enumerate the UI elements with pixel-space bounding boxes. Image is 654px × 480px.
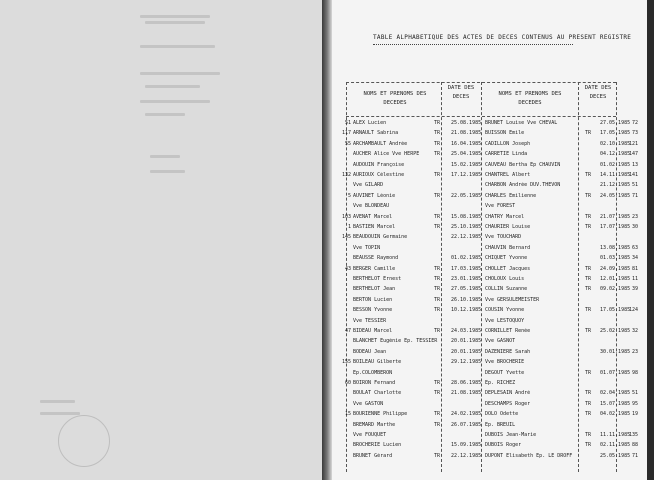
- deceased-name-right: CHAURIER Louise: [485, 224, 531, 230]
- header-date-left: DATE DES DECES: [447, 85, 475, 100]
- entry-number-right: 124: [628, 307, 638, 314]
- entry-number-left: 43: [344, 265, 351, 272]
- deceased-name-left: BOIRON Fernand: [353, 380, 396, 386]
- entry-number-left: 132: [341, 172, 351, 178]
- header-names-left: NOMS ET PRENOMS DES DECEDES: [363, 91, 427, 106]
- entry-number-right: 23: [631, 213, 638, 220]
- entry-number-right: 147: [628, 151, 638, 158]
- death-date-left: 15.02.1985: [451, 161, 482, 168]
- transcription-mark-right: TR: [585, 400, 592, 407]
- transcription-mark-right: TR: [585, 265, 592, 272]
- deceased-name-left: BODEAU Jean: [353, 348, 387, 355]
- death-date-right: 25.05.1985: [600, 452, 631, 459]
- deceased-name-left: Vve FOUQUET: [353, 432, 387, 438]
- deceased-name-right: Vve GERSULEMEISTER: [485, 296, 540, 303]
- entry-number-right: 81: [631, 265, 638, 272]
- deceased-name-right: Vve LESTOQUOY: [485, 317, 525, 324]
- entry-number-left: 155: [341, 359, 351, 366]
- death-date-left: 26.07.1985: [451, 421, 482, 428]
- deceased-name-left: BASTIEN Marcel: [353, 224, 396, 230]
- transcription-mark-right: TR: [585, 224, 592, 230]
- death-date-left: 22.12.1985: [451, 234, 482, 241]
- entry-number-right: 71: [631, 452, 638, 459]
- transcription-mark-left: TR: [434, 296, 441, 303]
- transcription-mark-left: TR: [434, 130, 441, 137]
- deceased-name-left: Vve BLONDEAU: [353, 203, 390, 210]
- transcription-mark-left: TR: [434, 224, 441, 230]
- entry-number-left: 117: [341, 130, 351, 137]
- deceased-name-left: BIDEAU Marcel: [353, 328, 393, 334]
- entry-number-left: 103: [341, 213, 351, 220]
- death-date-left: 20.01.1985: [451, 348, 482, 355]
- transcription-mark-left: TR: [434, 120, 441, 126]
- entry-number-left: 145: [341, 234, 351, 241]
- transcription-mark-right: TR: [585, 369, 592, 376]
- death-date-left: 22.05.1985: [451, 192, 482, 199]
- deceased-name-left: ARCHAMBAULT Andrée: [353, 140, 408, 147]
- deceased-name-left: BEAUDOUIN Germaine: [353, 234, 408, 241]
- deceased-name-left: BESSON Yvonne: [353, 307, 393, 314]
- death-date-left: 17.03.1985: [451, 265, 482, 272]
- death-date-right: 04.12.1985: [600, 151, 631, 158]
- death-date-left: 17.12.1985: [451, 172, 482, 178]
- entry-number-right: 51: [631, 182, 638, 189]
- death-date-right: 13.08.1985: [600, 244, 631, 251]
- death-date-right: 21.07.1985: [600, 213, 631, 220]
- deceased-name-left: AVENAT Marcel: [353, 213, 393, 220]
- death-date-right: 17.07.1985: [600, 224, 631, 230]
- transcription-mark-left: TR: [434, 265, 441, 272]
- deceased-name-right: DESCHAMPS Roger: [485, 400, 531, 407]
- deceased-name-right: DUPONT Elisabeth Ep. LE DROFF: [485, 452, 573, 459]
- deceased-name-left: BEAUSSE Raymond: [353, 255, 399, 262]
- header-names-right: NOMS ET PRENOMS DES DECEDES: [498, 91, 562, 106]
- death-date-right: 09.02.1985: [600, 286, 631, 293]
- deceased-name-right: DEPLESAIN André: [485, 390, 531, 397]
- deceased-name-right: CHOLLET Jacques: [485, 265, 531, 272]
- transcription-mark-right: TR: [585, 432, 592, 438]
- deceased-name-right: CHOLOUX Louis: [485, 276, 525, 282]
- page-edge: [647, 0, 654, 480]
- transcription-mark-left: TR: [434, 380, 441, 386]
- death-date-right: 02.10.1985: [600, 140, 631, 147]
- transcription-mark-left: TR: [434, 328, 441, 334]
- deceased-name-right: CORNILLET Renée: [485, 328, 531, 334]
- deceased-name-right: DUBOIS Jean-Marie: [485, 432, 537, 438]
- deceased-name-right: CARRETIE Linda: [485, 151, 528, 158]
- deceased-name-left: BOULAT Charlotte: [353, 390, 402, 397]
- death-date-right: 21.12.1985: [600, 182, 631, 189]
- header-rule: [346, 82, 616, 83]
- death-date-right: 12.01.1985: [600, 276, 631, 282]
- death-date-right: 11.11.1985: [600, 432, 631, 438]
- transcription-mark-right: TR: [585, 286, 592, 293]
- transcription-mark-left: TR: [434, 172, 441, 178]
- deceased-name-right: Ep. BREUIL: [485, 421, 516, 428]
- death-date-left: 23.01.1985: [451, 276, 482, 282]
- deceased-name-right: BRUNET Louise Vve CHEVAL: [485, 120, 558, 126]
- death-date-right: 04.02.1985: [600, 411, 631, 418]
- deceased-name-left: Ep.COLOMBERON: [353, 369, 393, 376]
- death-date-left: 29.12.1985: [451, 359, 482, 366]
- deceased-name-right: CHARLES Emilienne: [485, 192, 537, 199]
- deceased-name-left: AUDOUIN Françoise: [353, 161, 405, 168]
- death-date-right: 30.01.1985: [600, 348, 631, 355]
- entry-number-right: 141: [628, 172, 638, 178]
- deceased-name-right: COUSIN Yvonne: [485, 307, 525, 314]
- entry-number-right: 72: [631, 120, 638, 126]
- death-date-left: 25.08.1985: [451, 120, 482, 126]
- death-date-left: 15.08.1985: [451, 213, 482, 220]
- transcription-mark-right: TR: [585, 442, 592, 449]
- death-date-left: 10.12.1985: [451, 307, 482, 314]
- death-date-right: 15.07.1985: [600, 400, 631, 407]
- deceased-name-left: AURIOUX Célestine: [353, 172, 405, 178]
- deceased-name-left: ALEX Lucien: [353, 120, 387, 126]
- deceased-name-right: BUISSON Emile: [485, 130, 525, 137]
- death-date-left: 16.04.1985: [451, 140, 482, 147]
- entry-number-right: 88: [631, 442, 638, 449]
- deceased-name-right: CHATRY Marcel: [485, 213, 525, 220]
- death-date-right: 24.05.1985: [600, 192, 631, 199]
- deceased-name-right: CHAUVIN Bernard: [485, 244, 531, 251]
- death-date-left: 21.08.1985: [451, 390, 482, 397]
- deceased-name-left: BERTHELOT Jean: [353, 286, 396, 293]
- transcription-mark-right: TR: [585, 192, 592, 199]
- deceased-name-left: AUCHER Alice Vve HERPE: [353, 151, 420, 158]
- transcription-mark-right: TR: [585, 130, 592, 137]
- entry-number-left: 51: [344, 120, 351, 126]
- deceased-name-right: CAUVEAU Bertha Ep CHAUVIN: [485, 161, 561, 168]
- deceased-name-left: Vve GILARD: [353, 182, 384, 189]
- entry-number-right: 11: [631, 276, 638, 282]
- deceased-name-right: Vve FOREST: [485, 203, 516, 210]
- death-date-right: 02.04.1985: [600, 390, 631, 397]
- entry-number-right: 121: [628, 140, 638, 147]
- deceased-name-right: DOLO Odette: [485, 411, 519, 418]
- title-underline: [373, 44, 573, 45]
- left-page: [0, 0, 322, 480]
- page-title: TABLE ALPHABETIQUE DES ACTES DE DECES CONTENUS AU PRESENT REGISTRE: [373, 34, 632, 41]
- entry-number-right: 30: [631, 224, 638, 230]
- deceased-name-left: Vve TOPIN: [353, 244, 381, 251]
- deceased-name-right: CHIQUET Yvonne: [485, 255, 528, 262]
- transcription-mark-left: TR: [434, 421, 441, 428]
- transcription-mark-right: TR: [585, 390, 592, 397]
- bleed-through-text: [40, 15, 300, 455]
- header-date-right: DATE DES DECES: [584, 85, 612, 100]
- deceased-name-left: BERTHELOT Ernest: [353, 276, 402, 282]
- deceased-name-left: BLANCHET Eugénie Ep. TESSIER: [353, 338, 438, 345]
- entry-number-right: 71: [631, 192, 638, 199]
- transcription-mark-right: TR: [585, 276, 592, 282]
- death-date-right: 27.05.1985: [600, 120, 631, 126]
- transcription-mark-right: TR: [585, 307, 592, 314]
- death-date-left: 27.05.1985: [451, 286, 482, 293]
- deceased-name-left: BREMARD Marthe: [353, 421, 396, 428]
- transcription-mark-right: TR: [585, 213, 592, 220]
- transcription-mark-left: TR: [434, 286, 441, 293]
- death-date-right: 17.05.1985: [600, 307, 631, 314]
- death-date-right: 25.02.1985: [600, 328, 631, 334]
- death-date-right: 14.11.1985: [600, 172, 631, 178]
- death-date-left: 15.09.1985: [451, 442, 482, 449]
- deceased-name-left: BOURIENNE Philippe: [353, 411, 408, 418]
- deceased-name-left: ARNAULT Sabrina: [353, 130, 399, 137]
- deceased-name-right: DUBOIS Roger: [485, 442, 522, 449]
- death-date-left: 21.08.1985: [451, 130, 482, 137]
- deceased-name-left: Vve GASTON: [353, 400, 384, 407]
- entry-number-right: 13: [631, 161, 638, 168]
- deceased-name-right: CADILLON Joseph: [485, 140, 531, 147]
- death-date-left: 24.03.1985: [451, 328, 482, 334]
- deceased-name-right: DEGOUT Yvette: [485, 369, 525, 376]
- stamp-seal: [58, 415, 110, 467]
- book-gutter: [322, 0, 332, 480]
- entry-number-right: 51: [631, 390, 638, 397]
- entry-number-left: 1: [347, 224, 351, 230]
- transcription-mark-left: TR: [434, 411, 441, 418]
- death-date-right: 01.07.1985: [600, 369, 631, 376]
- death-date-left: 26.10.1985: [451, 296, 482, 303]
- deceased-name-left: BERTON Lucien: [353, 296, 393, 303]
- deceased-name-left: BRUNET Gérard: [353, 452, 393, 459]
- entry-number-right: 39: [631, 286, 638, 293]
- transcription-mark-left: TR: [434, 151, 441, 158]
- entry-number-left: 60: [344, 380, 351, 386]
- transcription-mark-left: TR: [434, 452, 441, 459]
- entry-number-left: 15: [344, 411, 351, 418]
- entry-number-right: 73: [631, 130, 638, 137]
- entry-number-right: 19: [631, 411, 638, 418]
- entry-number-left: 47: [344, 328, 351, 334]
- deceased-name-right: CHARBON Andrée DUV.THEVON: [485, 182, 561, 189]
- transcription-mark-left: TR: [434, 192, 441, 199]
- entry-number-right: 135: [628, 432, 638, 438]
- entry-number-right: 63: [631, 244, 638, 251]
- transcription-mark-left: TR: [434, 276, 441, 282]
- deceased-name-left: Vve TESSIER: [353, 317, 387, 324]
- table-row: [338, 453, 638, 465]
- transcription-mark-left: TR: [434, 213, 441, 220]
- death-date-right: 01.02.1985: [600, 161, 631, 168]
- transcription-mark-right: TR: [585, 411, 592, 418]
- deceased-name-left: AUVINET Léonie: [353, 192, 396, 199]
- entry-number-right: 23: [631, 348, 638, 355]
- transcription-mark-right: TR: [585, 172, 592, 178]
- header-rule: [346, 116, 616, 117]
- death-date-left: 28.06.1985: [451, 380, 482, 386]
- entry-number-left: 55: [344, 140, 351, 147]
- deceased-name-right: Vve TOUCHARD: [485, 234, 522, 241]
- death-date-right: 02.11.1985: [600, 442, 631, 449]
- death-date-right: 01.03.1985: [600, 255, 631, 262]
- deceased-name-right: Vve GASNOT: [485, 338, 516, 345]
- transcription-mark-left: TR: [434, 307, 441, 314]
- death-date-left: 22.12.1985: [451, 452, 482, 459]
- deceased-name-left: BERGER Camille: [353, 265, 396, 272]
- deceased-name-right: DAZENIERE Sarah: [485, 348, 531, 355]
- entry-number-left: 5: [347, 192, 351, 199]
- transcription-mark-left: TR: [434, 390, 441, 397]
- deceased-name-right: Ep. RICHEZ: [485, 380, 516, 386]
- death-date-left: 01.02.1985: [451, 255, 482, 262]
- deceased-name-right: Vve BROCHERIE: [485, 359, 525, 366]
- deceased-name-left: BOILEAU Gilberte: [353, 359, 402, 366]
- death-date-right: 17.05.1985: [600, 130, 631, 137]
- entry-number-right: 98: [631, 369, 638, 376]
- deceased-name-right: COLLIN Suzanne: [485, 286, 528, 293]
- deceased-name-left: BROCHERIE Lucien: [353, 442, 402, 449]
- entry-number-right: 34: [631, 255, 638, 262]
- transcription-mark-left: TR: [434, 140, 441, 147]
- death-date-left: 25.10.1985: [451, 224, 482, 230]
- entry-number-right: 95: [631, 400, 638, 407]
- death-date-left: 24.02.1985: [451, 411, 482, 418]
- entry-number-right: 32: [631, 328, 638, 334]
- death-date-left: 20.01.1985: [451, 338, 482, 345]
- death-date-left: 25.04.1985: [451, 151, 482, 158]
- death-date-right: 24.09.1985: [600, 265, 631, 272]
- transcription-mark-right: TR: [585, 328, 592, 334]
- deceased-name-right: CHANTREL Albert: [485, 172, 531, 178]
